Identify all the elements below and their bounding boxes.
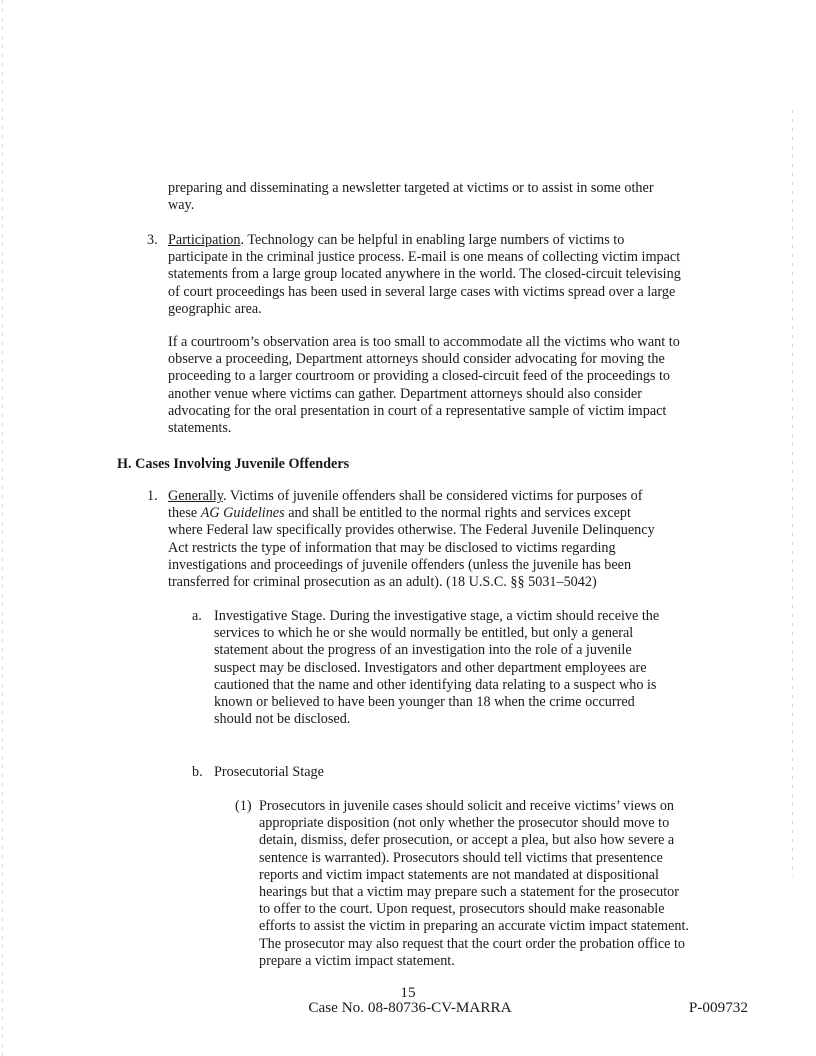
item-1-text-a: . Victims of juvenile offenders shall be considered victims for purposes of these	[168, 488, 643, 522]
scan-edge-left	[2, 0, 3, 1056]
section-heading: H. Cases Involving Juvenile Offenders	[117, 456, 350, 472]
bates-number: P-009732	[688, 999, 748, 1016]
scan-edge-right	[792, 110, 793, 876]
item-3-text: . Technology can be helpful in enabling large numbers of victims to participate in the criminal justice process. E-mail is one means of collecting victim impact statements from a large group located anywhere in the world. The closed-circuit televising of court proceedings has been used in several large cases with victims spread over a large geographic area.	[168, 232, 681, 317]
item-1-paragraph	[168, 488, 668, 591]
sub-a-number: a.	[192, 608, 202, 624]
page-number: 15	[400, 984, 416, 1001]
item-1-number: 1.	[147, 488, 158, 504]
sub-b-number: b.	[192, 764, 203, 780]
item-3-paragraph-2: If a courtroom’s observation area is too small to accommodate all the victims who want to observe a proceeding, Department attorneys should consider advocating for moving the proceeding to a larger courtroom or providing a closed-circuit feed of the proceedings to another venue where victims can gather. Department attorneys should also consider advocating for the oral presentation in court of a representative sample of victim impact statements.	[168, 334, 680, 437]
item-1-italic: AG Guidelines	[200, 505, 285, 522]
sub-b1-number: (1)	[235, 798, 252, 814]
item-3-label: Participation	[168, 232, 241, 248]
item-1-label: Generally	[168, 488, 224, 504]
sub-b-heading: Prosecutorial Stage	[214, 764, 324, 780]
item-3-number: 3.	[147, 232, 158, 248]
continuation-paragraph: preparing and disseminating a newsletter targeted at victims or to assist in some other way.	[168, 180, 654, 214]
case-number: Case No. 08-80736-CV-MARRA	[308, 999, 512, 1016]
item-3-paragraph	[168, 232, 683, 318]
sub-a-paragraph: Investigative Stage. During the investigative stage, a victim should receive the services to which he or she would normally be entitled, but only a general statement about the progress of an investigation into the role of a juvenile suspect may be disclosed. Investigators and other department employees are cautioned that the name and other identifying data relating to a suspect who is known or believed to have been younger than 18 when the crime occurred should not be disclosed.	[214, 608, 660, 728]
sub-b1-paragraph: Prosecutors in juvenile cases should solicit and receive victims’ views on appropriate disposition (not only whether the prosecutor should move to detain, dismiss, defer prosecution, or accept a plea, but also how severe a sentence is warranted). Prosecutors should tell victims that presentence reports and victim impact statements are not mandated at dispositional hearings but that a victim may prepare such a statement for the prosecutor to offer to the court. Upon request, prosecutors should make reasonable efforts to assist the victim in preparing an accurate victim impact statement. The prosecutor may also request that the court order the probation office to prepare a victim impact statement.	[259, 798, 689, 969]
item-1-text-b: and shall be entitled to the normal rights and services except where Federal law specifically provides otherwise. The Federal Juvenile Delinquency Act restricts the type of information that may be disclosed to victims regarding investigations and proceedings of juvenile offenders (unless the juvenile has been transferred for criminal prosecution as an adult). (18 U.S.C. §§ 5031–5042)	[168, 505, 655, 591]
